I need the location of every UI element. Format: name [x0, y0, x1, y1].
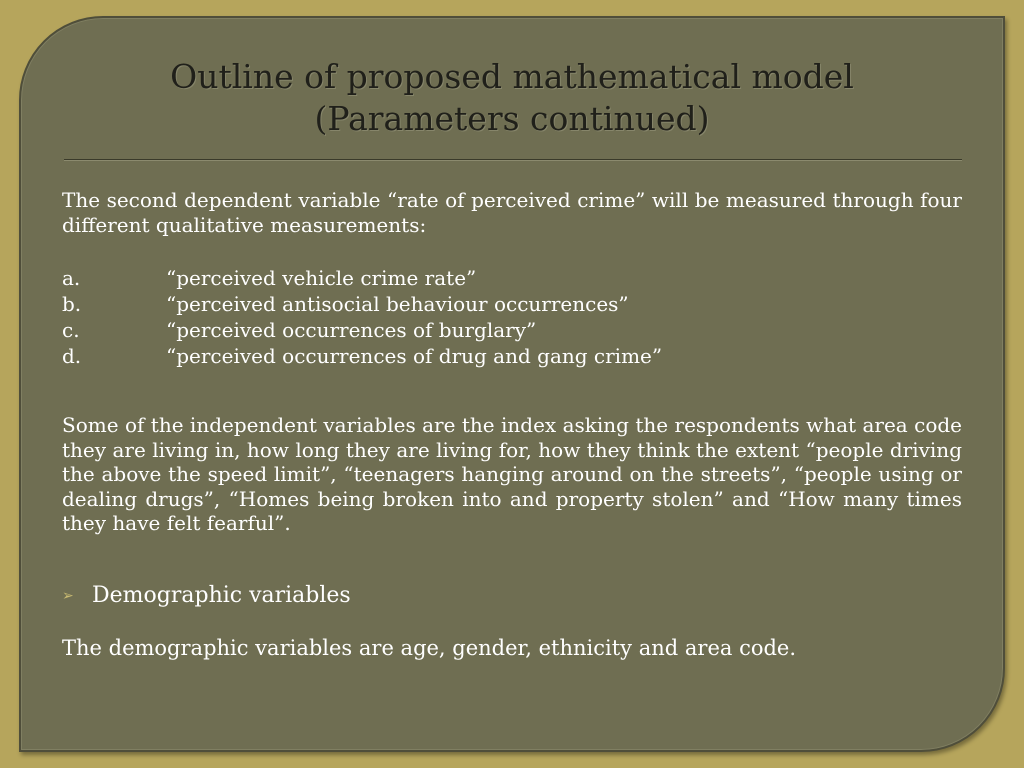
measurement-list [62, 265, 962, 369]
list-item-letter: d. [62, 344, 82, 368]
paragraph-dependent-variable: The second dependent variable “rate of perceived crime” will be measured through four different qualitative measurements: [62, 188, 962, 237]
list-item-text: “perceived antisocial behaviour occurrences” [166, 292, 629, 316]
list-item-text: “perceived occurrences of burglary” [166, 318, 537, 342]
list-item [62, 265, 962, 291]
list-item-text: “perceived occurrences of drug and gang crime” [166, 344, 663, 368]
title-line-1: Outline of proposed mathematical model [170, 57, 854, 96]
list-item [62, 291, 962, 317]
paragraph-independent-variables: Some of the independent variables are the index asking the respondents what area code they are living in, how long they are living for, how they think the extent “people driving the above the speed limit”, “teenagers hanging around on the streets”, “people using or dealing drugs”, “Homes being broken into and property stolen” and “How many times they have felt fearful”. [62, 413, 962, 535]
list-item [62, 343, 962, 369]
list-item-letter: b. [62, 292, 82, 316]
list-item-letter: c. [62, 318, 80, 342]
bullet-text: Demographic variables [92, 583, 351, 608]
slide-title [60, 56, 964, 140]
arrow-bullet-icon: ➢ [62, 588, 74, 604]
paragraph-demographic: The demographic variables are age, gender, ethnicity and area code. [62, 636, 797, 660]
list-item [62, 317, 962, 343]
bullet-demographic-variables [62, 582, 351, 610]
list-item-letter: a. [62, 266, 81, 290]
title-divider [64, 159, 962, 161]
list-item-text: “perceived vehicle crime rate” [166, 266, 477, 290]
title-line-2: (Parameters continued) [314, 99, 710, 138]
